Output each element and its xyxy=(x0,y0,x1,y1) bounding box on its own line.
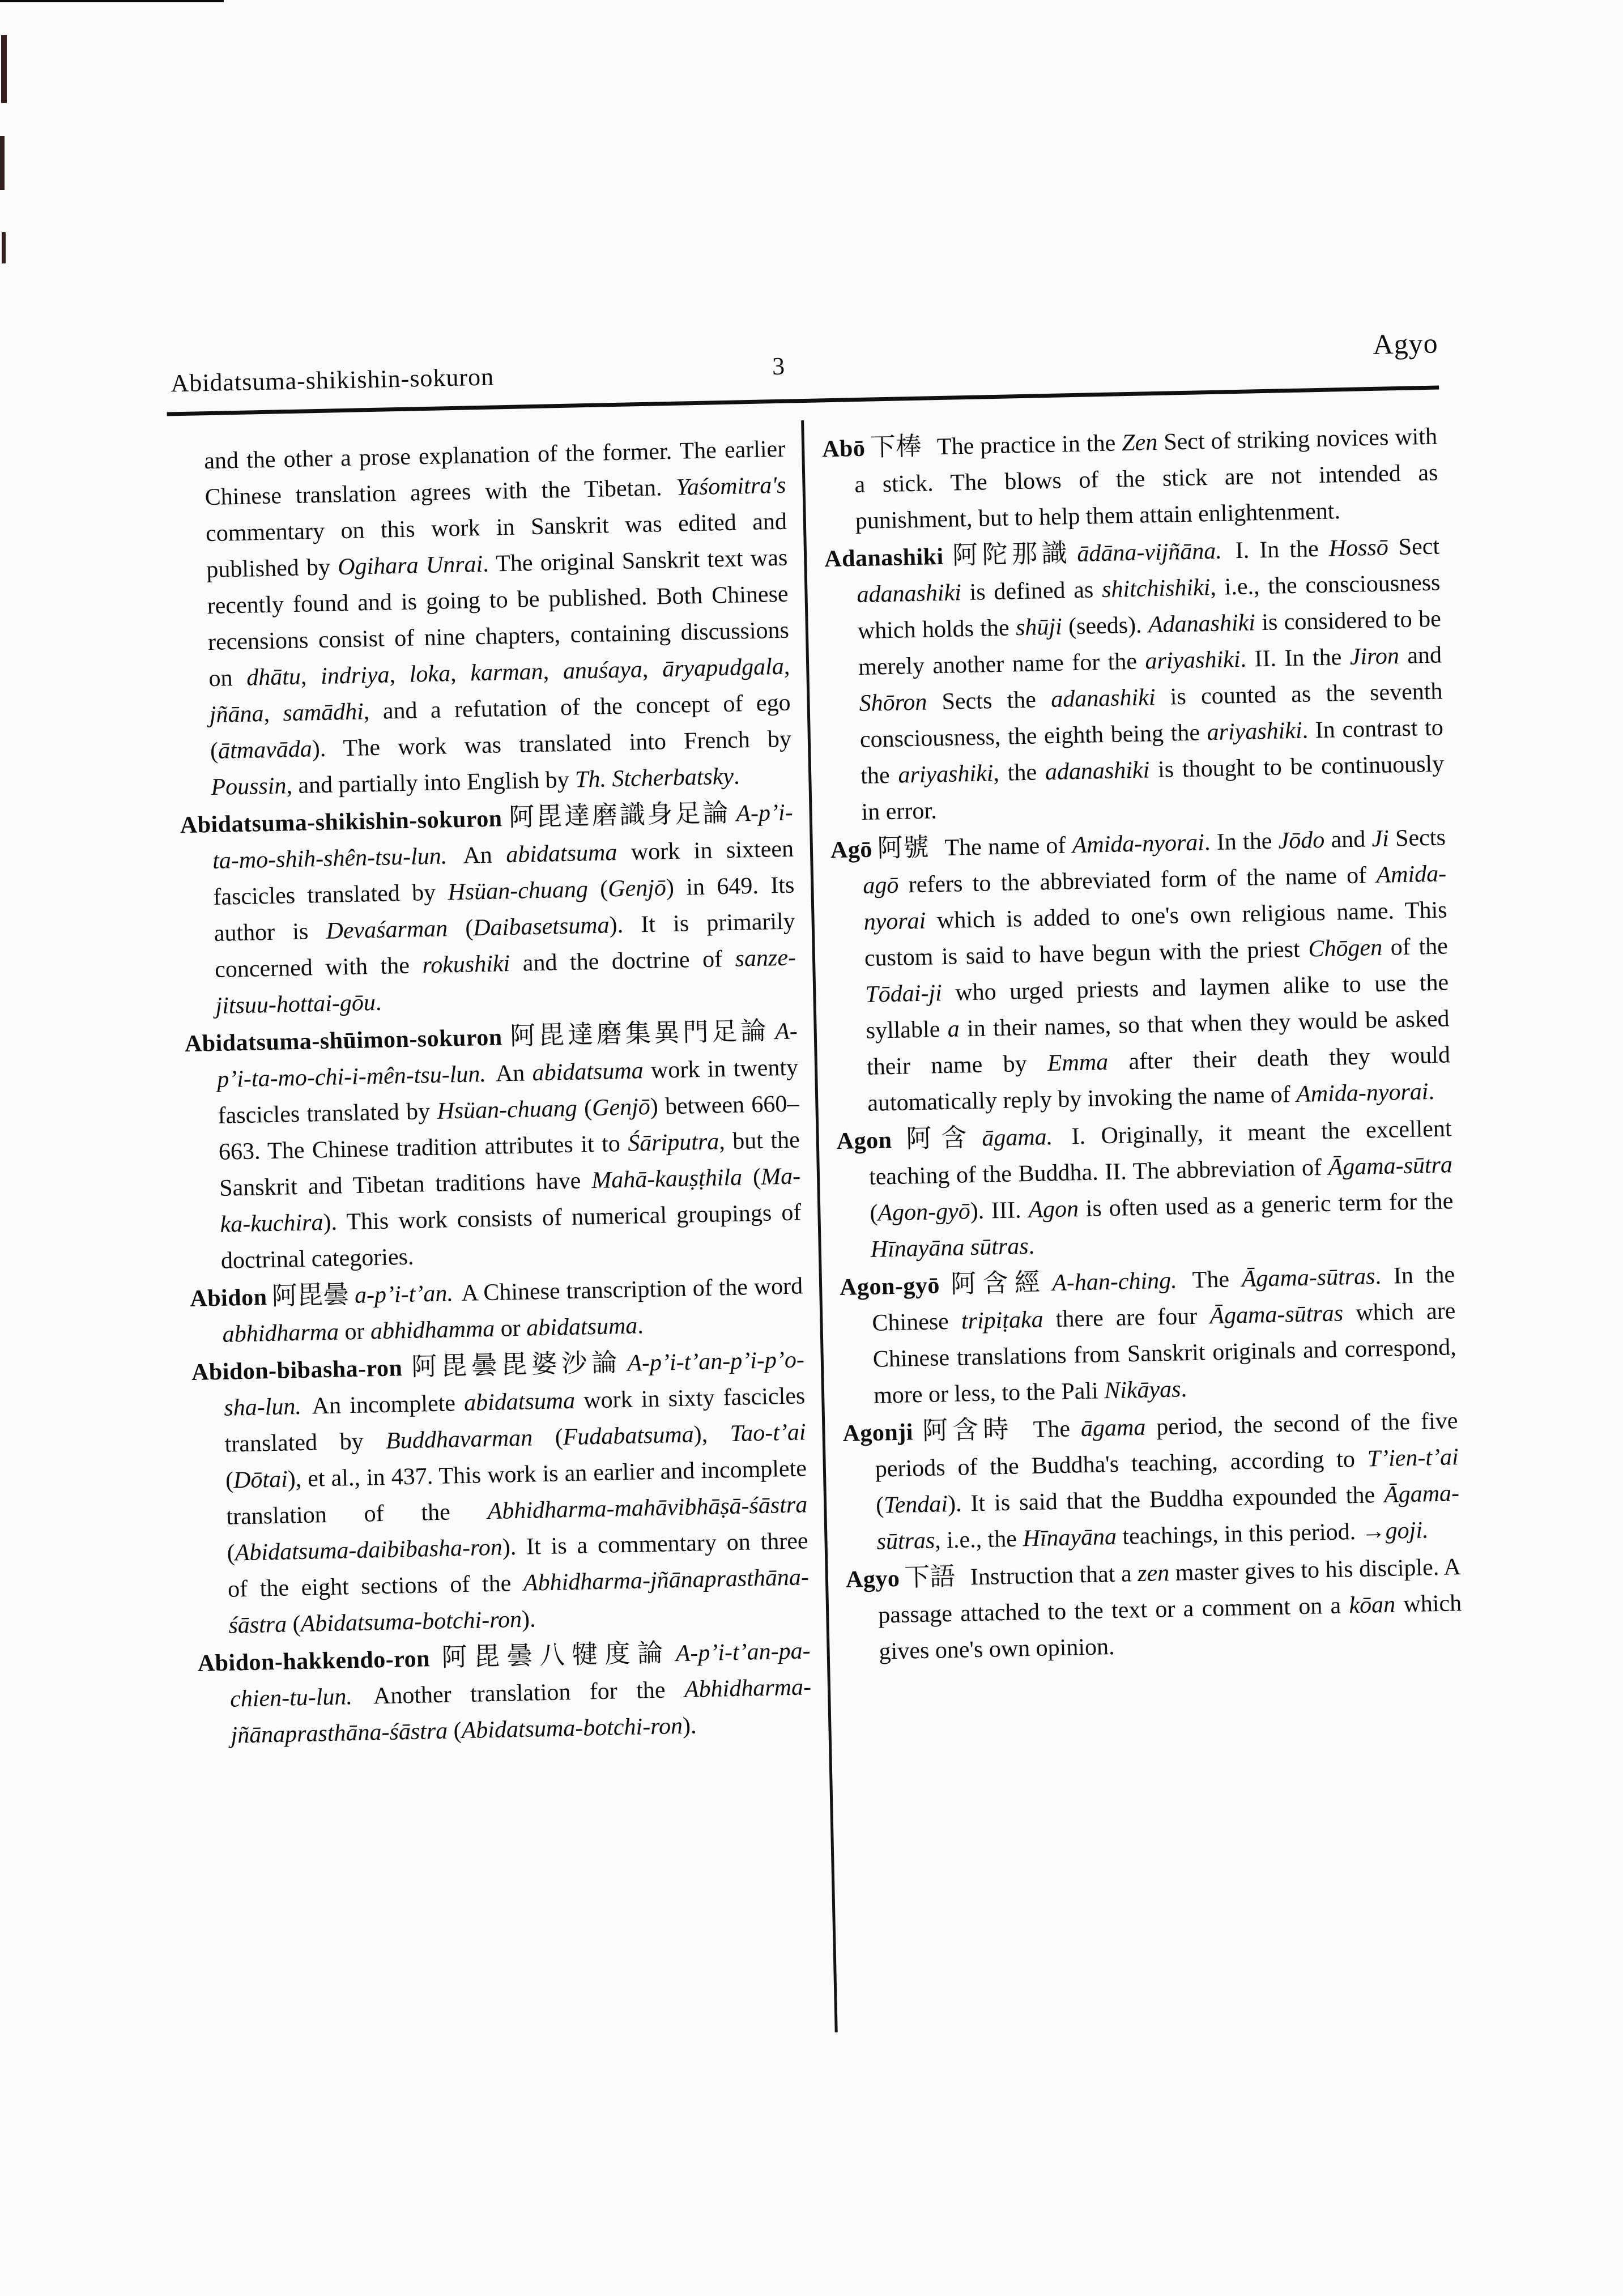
entry-body: The name of Amida-nyorai. In the Jōdo and Ji Sects agō refers to the abbreviated form of the name of Amida-nyorai which is added to one's own religious name. This custom is said to have begun with the priest Chōgen of the Tōdai-ji who urged priests and laymen alike to use the syllable a in their names, so that when they would be asked their name by Emma after their death they would automatically reply by invoking the name of Amida-nyorai. xyxy=(862,824,1451,1117)
dict-entry-abidatsuma-shikishin-sokuron xyxy=(180,794,797,1025)
header-left-headword: Abidatsuma-shikishin-sokuron xyxy=(170,363,495,398)
entry-headword: Agyo xyxy=(845,1565,900,1593)
entry-headword: Abidatsuma-shikishin-sokuron xyxy=(180,806,503,839)
entry-headword: Abidon xyxy=(189,1284,267,1313)
entry-headword: Adanashiki xyxy=(824,543,944,573)
entry-body: I. In the Hossō Sect adanashiki is defined as shitchishiki, i.e., the consciousness which holds the shūji (seeds). Adanashiki is considered to be merely another name for the ariyashiki. II. In the Jiron and Shōron Sects the adanashiki is counted as the seventh consciousness, the eighth being the ariyashiki. In contrast to the ariyashiki, the adanashiki is thought to be continuously in error. xyxy=(857,533,1445,826)
entry-body: and the other a prose explanation of the former. The earlier Chinese translation agrees with the Tibetan. Yaśomitra's commentary on this work in Sanskrit was edited and published by Ogihara Unrai. The original Sanskrit text was recently found and is going to be published. Both Chinese recensions consist of nine chapters, containing discussions on dhātu, indriya, loka, karman, anuśaya, āryapudgala, jñāna, samādhi, and a refutation of the concept of ego (ātmavāda). The work was translated into French by Poussin, and partially into English by Th. Stcherbatsky. xyxy=(203,436,792,801)
scan-edge-artifact xyxy=(0,0,224,2)
entry-reading: A-p’i-ta-mo-shih-shên-tsu-lun. xyxy=(212,799,794,875)
dict-entry-ago xyxy=(830,818,1451,1122)
entry-body: A Chinese transcription of the word abhidharma or abhidhamma or abidatsuma. xyxy=(222,1273,803,1348)
dict-entry-abidon xyxy=(190,1267,804,1353)
entry-kanji: 阿含經 xyxy=(944,1268,1047,1299)
continued-paragraph xyxy=(172,431,793,807)
running-header xyxy=(170,327,1439,410)
entry-body: An incomplete abidatsuma work in sixty fascicles translated by Buddhavarman (Fudabatsuma), Tao-t’ai (Dōtai), et al., in 437. This work is an earlier and incomplete translation of the Abhidharma-mahāvibhāṣā-śāstra (Abidatsuma-daibibasha-ron). It is a commentary on three of the eight sections of the Abhidharma-jñānaprasthāna-śāstra (Abidatsuma-botchi-ron). xyxy=(224,1383,810,1639)
entry-kanji: 阿毘達磨識身足論 xyxy=(506,798,731,832)
entry-body: An abidatsuma work in sixteen fascicles translated by Hsüan-chuang (Genjō) in 649. Its author is Devaśarman (Daibasetsuma). It is primarily concerned with the rokushiki and the doctrine of sanze-jitsuu-hottai-gōu. xyxy=(213,836,796,1019)
entry-reading: āgama. xyxy=(981,1124,1053,1152)
header-right-headword: Agyo xyxy=(1372,327,1439,360)
entry-headword: Abō xyxy=(821,435,866,463)
dict-entry-agonji xyxy=(842,1402,1460,1561)
entry-kanji: 阿含 xyxy=(896,1123,977,1153)
entry-kanji: 阿毘曇 xyxy=(271,1280,350,1311)
entry-headword: Abidatsuma-shūimon-sokuron xyxy=(184,1024,503,1058)
entry-reading: A-p’i-ta-mo-chi-i-mên-tsu-lun. xyxy=(216,1018,798,1093)
dict-entry-agon-gyo xyxy=(839,1255,1457,1415)
entry-reading: A-p’i-t’an-p’i-p’o-sha-lun. xyxy=(223,1347,805,1421)
entry-kanji: 下語 xyxy=(904,1562,956,1592)
entry-reading: ādāna-vijñāna. xyxy=(1076,538,1222,567)
entry-body: The practice in the Zen Sect of striking novices with a stick. The blows of the stick are not intended as punishment, but to help them attain enlightenment. xyxy=(854,423,1438,535)
entry-body: An abidatsuma work in twenty fascicles translated by Hsüan-chuang (Genjō) between 660–663. The Chinese tradition attributes it to Śāriputra, but the Sanskrit and Tibetan traditions have Mahā-kauṣṭhila (Ma-ka-kuchira). This work consists of numerical groupings of doctrinal categories. xyxy=(218,1054,802,1274)
entry-reading: A-han-ching. xyxy=(1051,1267,1178,1297)
entry-kanji: 阿毘曇八犍度論 xyxy=(434,1638,671,1672)
entry-headword: Abidon-bibasha-ron xyxy=(191,1355,403,1386)
left-column xyxy=(172,431,812,1754)
entry-kanji: 阿陀那識 xyxy=(948,539,1072,570)
entry-headword: Agon xyxy=(836,1127,892,1155)
dict-entry-agon xyxy=(836,1109,1454,1268)
entry-kanji: 阿號 xyxy=(876,833,930,863)
entry-kanji: 下棒 xyxy=(869,432,922,462)
dict-entry-agyo xyxy=(845,1548,1463,1671)
dict-entry-abidatsuma-shuimon-sokuron xyxy=(184,1012,802,1280)
right-column xyxy=(821,418,1463,1671)
entry-body: The Āgama-sūtras. In the Chinese tripiṭaka there are four Āgama-sūtras which are Chinese translations from Sanskrit originals and correspond, more or less, to the Pali Nikāyas. xyxy=(872,1262,1457,1409)
page-number: 3 xyxy=(772,352,785,381)
entry-body: Another translation for the Abhidharma-jñānaprasthāna-śāstra (Abidatsuma-botchi-ron). xyxy=(231,1674,812,1749)
entry-headword: Agō xyxy=(830,836,873,864)
entry-kanji: 阿毘曇毘婆沙論 xyxy=(406,1348,622,1382)
entry-headword: Abidon-hakkendo-ron xyxy=(197,1646,431,1677)
dict-entry-abo xyxy=(821,418,1439,540)
entry-body: The āgama period, the second of the five periods of the Buddha's teaching, according to T’ien-t’ai (Tendai). It is said that the Buddha expounded the Āgama-sūtras, i.e., the Hīnayāna teachings, in this period. →goji. xyxy=(875,1408,1460,1555)
dict-entry-abidon-hakkendo-ron xyxy=(197,1632,812,1754)
entry-reading: a-p’i-t’an. xyxy=(354,1280,454,1309)
entry-kanji: 阿毘達磨集異門足論 xyxy=(506,1016,770,1051)
dict-entry-abidon-bibasha-ron xyxy=(191,1340,810,1645)
entry-headword: Agonji xyxy=(842,1419,914,1447)
entry-kanji: 阿含時 xyxy=(917,1415,1014,1446)
entry-headword: Agon-gyō xyxy=(839,1272,940,1301)
entry-body: Instruction that a zen master gives to his disciple. A passage attached to the text or a comment on a kōan which gives one's own opinion. xyxy=(877,1554,1462,1665)
entry-reading: A-p’i-t’an-pa-chien-tu-lun. xyxy=(229,1638,811,1713)
entry-body: I. Originally, it meant the excellent teaching of the Buddha. II. The abbreviation of Āgama-sūtra (Agon-gyō). III. Agon is often used as a generic term for the Hīnayāna sūtras. xyxy=(868,1115,1454,1263)
dict-entry-adanashiki xyxy=(824,527,1446,832)
